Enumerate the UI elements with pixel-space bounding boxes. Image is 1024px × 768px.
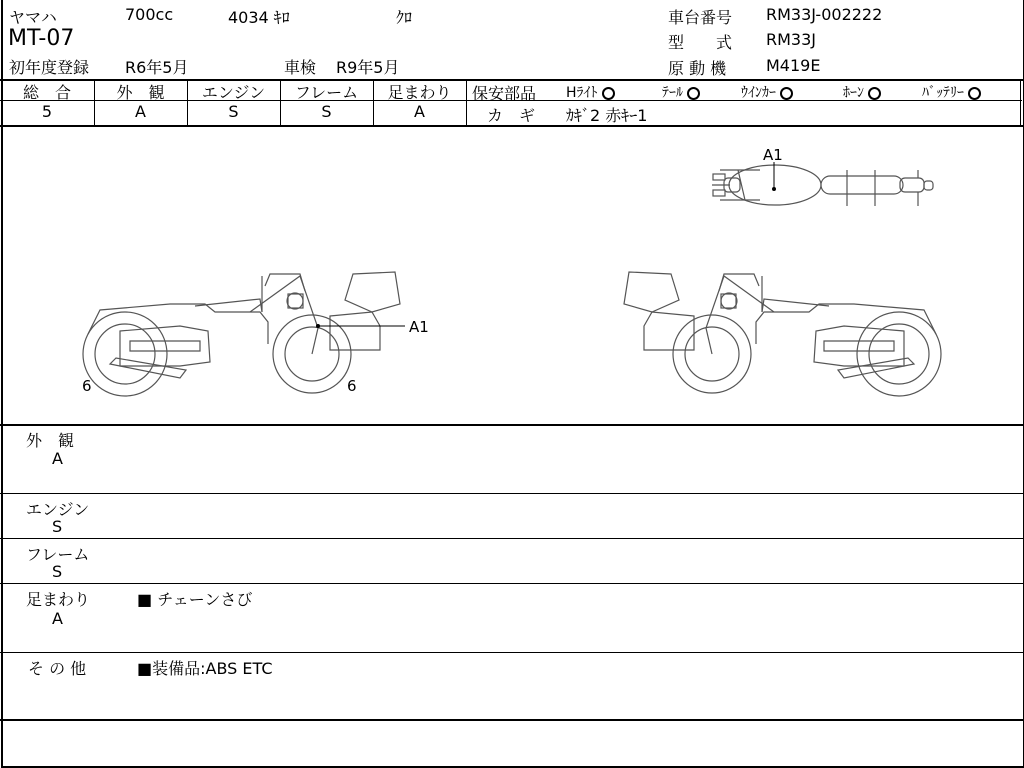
first-reg-value: R6年5月 [125, 58, 189, 77]
grade-overall-value: 5 [41, 102, 53, 121]
engine-label: 原 動 機 [668, 59, 727, 78]
grade-exterior-value: A [135, 102, 146, 121]
safety-label: 保安部品 [472, 84, 537, 103]
safety-item-winker: ｳｲﾝｶｰ [741, 82, 793, 102]
section-suspension-note: ■ チェーンさび [137, 590, 253, 609]
grade-frame-label: フレーム [294, 83, 359, 102]
section-engine-grade: S [52, 517, 63, 536]
safety-item-battery: ﾊﾞｯﾃﾘｰ [922, 82, 981, 102]
section-divider [0, 652, 1024, 653]
left-mark-label: A1 [409, 318, 429, 336]
motorcycle-diagram [0, 126, 1024, 426]
displacement: 700cc [125, 5, 174, 24]
left-mark-dot [316, 324, 320, 328]
section-exterior-label: 外 観 [26, 431, 75, 450]
engine-value: M419E [766, 56, 821, 75]
section-divider [0, 538, 1024, 539]
top-mark-dot [772, 187, 776, 191]
grade-engine-label: エンジン [201, 83, 266, 102]
key-label: カ ギ [487, 106, 536, 125]
safety-item-headlight: Hﾗｲﾄ [566, 82, 615, 102]
ok-circle-icon [687, 87, 700, 100]
section-engine-label: エンジン [26, 500, 90, 519]
model-name: MT-07 [8, 26, 75, 51]
color: ｸﾛ [396, 8, 413, 27]
top-view-outline [712, 165, 933, 206]
mileage: 4034 ｷﾛ [228, 8, 290, 27]
section-top [0, 424, 1024, 426]
section-divider [0, 493, 1024, 494]
ok-circle-icon [780, 87, 793, 100]
key-value: ｶｷﾞ2 赤ｷｰ1 [566, 106, 648, 125]
rear-wheel-number: 6 [82, 377, 92, 395]
front-wheel-number: 6 [347, 377, 357, 395]
section-suspension-grade: A [52, 609, 63, 628]
maker: ヤマハ [9, 8, 57, 27]
right-view-outline [624, 272, 941, 396]
grade-suspension-label: 足まわり [387, 83, 452, 102]
first-reg-label: 初年度登録 [9, 58, 90, 77]
grade-frame-value: S [321, 102, 332, 121]
grade-suspension-value: A [414, 102, 425, 121]
section-divider [0, 583, 1024, 584]
type-value: RM33J [766, 30, 816, 49]
ok-circle-icon [968, 87, 981, 100]
grade-overall-label: 総 合 [22, 83, 71, 102]
grade-engine-value: S [228, 102, 239, 121]
section-suspension-label: 足まわり [26, 590, 91, 609]
section-other-note: ■装備品:ABS ETC [137, 659, 273, 678]
section-frame-label: フレーム [26, 545, 90, 564]
grade-exterior-label: 外 観 [116, 83, 165, 102]
section-exterior-grade: A [52, 449, 63, 468]
grade-divider [466, 80, 467, 125]
frame-no-value: RM33J-002222 [766, 5, 883, 24]
section-frame-grade: S [52, 562, 63, 581]
safety-item-horn: ﾎｰﾝ [843, 82, 881, 102]
safety-item-tail: ﾃｰﾙ [662, 82, 700, 102]
section-other-label: そ の 他 [28, 659, 87, 678]
ok-circle-icon [868, 87, 881, 100]
inspection-value: R9年5月 [336, 58, 400, 77]
top-mark-label: A1 [763, 146, 783, 164]
frame-no-label: 車台番号 [668, 8, 733, 27]
inspection-label: 車検 [284, 58, 317, 77]
section-bottom [0, 719, 1024, 721]
ok-circle-icon [602, 87, 615, 100]
grade-divider [1020, 80, 1021, 125]
type-label: 型 式 [668, 33, 733, 52]
